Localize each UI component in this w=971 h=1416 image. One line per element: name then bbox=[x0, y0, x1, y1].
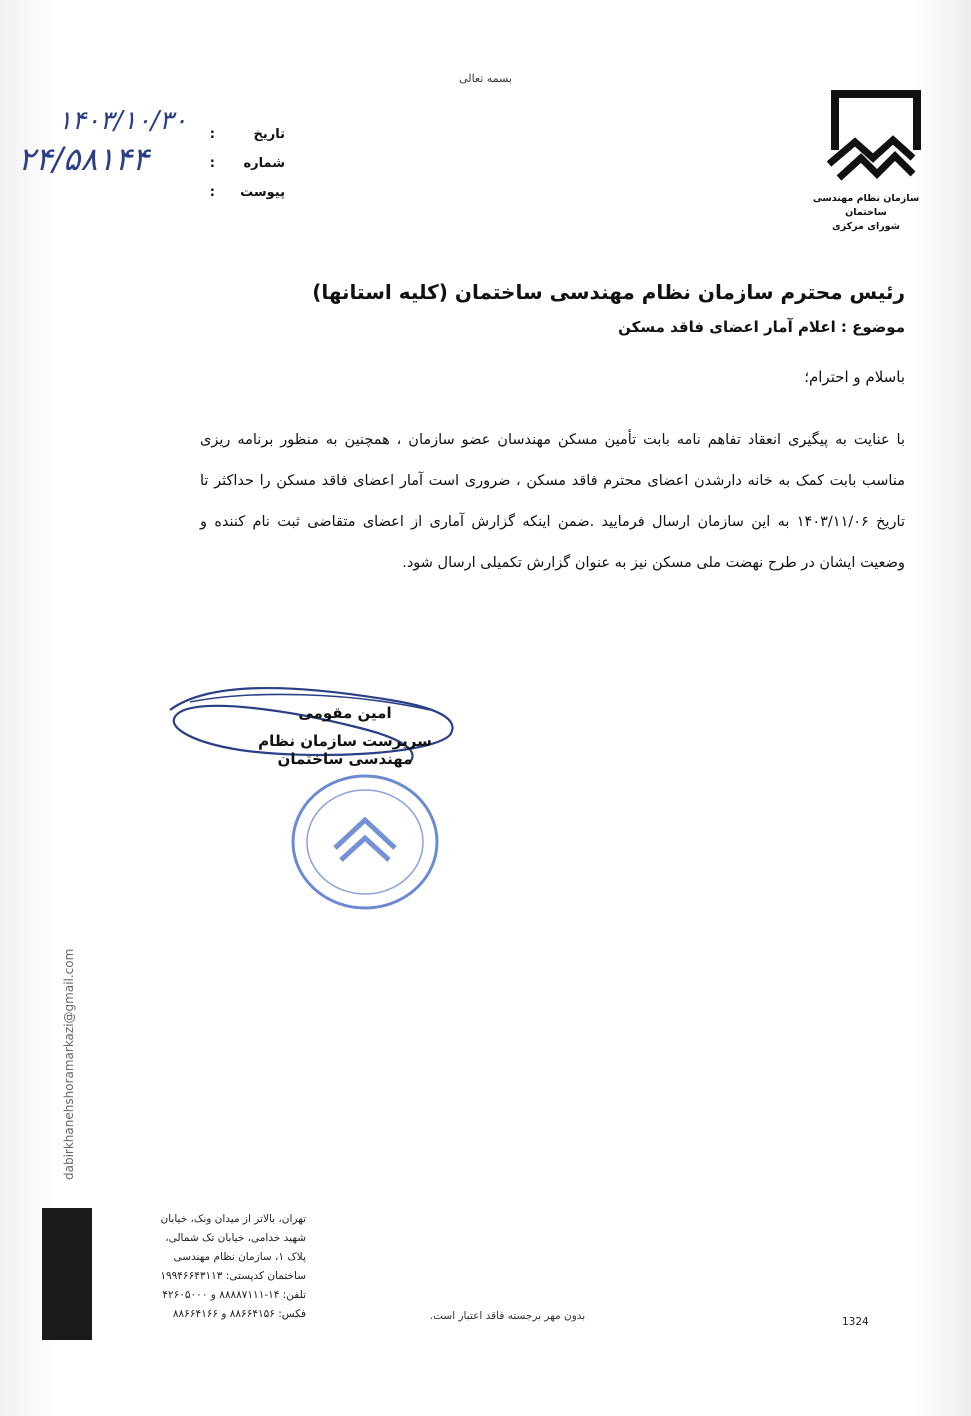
signer-name: امین مقومی bbox=[298, 704, 392, 722]
address-line: تهران، بالاتر از میدان ونک، خیابان bbox=[160, 1213, 306, 1225]
address-line: ساختمان کدپستی: ۱۹۹۴۶۶۴۳۱۱۳ bbox=[160, 1270, 306, 1282]
org-name-line2: شورای مرکزی bbox=[832, 221, 900, 232]
attachment-label: پیوست bbox=[240, 185, 285, 200]
stamp-validity-note: بدون مهر برجسته فاقد اعتبار است. bbox=[429, 1310, 586, 1322]
org-name-line1: سازمان نظام مهندسی ساختمان bbox=[812, 193, 920, 218]
footer-address bbox=[96, 1210, 306, 1324]
greeting: باسلام و احترام؛ bbox=[804, 368, 905, 386]
address-line: تلفن: ۱۴-۸۸۸۸۷۱۱۱ و ۴۲۶۰۵۰۰۰ bbox=[162, 1289, 306, 1301]
footer-black-bar bbox=[42, 1208, 92, 1340]
address-line: فکس: ۸۸۶۶۴۱۵۶ و ۸۸۶۶۴۱۶۶ bbox=[172, 1308, 306, 1320]
address-line: شهید خدامی، خیابان تک شمالی، bbox=[165, 1232, 306, 1244]
number-label: شماره bbox=[243, 156, 285, 171]
page-number: 1324 bbox=[842, 1316, 869, 1328]
handwritten-number: ۲۴/۵۸۱۴۴ bbox=[18, 140, 150, 178]
basmala: بسمه تعالی bbox=[459, 72, 512, 85]
signer-title: سرپرست سازمان نظام مهندسی ساختمان bbox=[258, 732, 432, 768]
org-logo bbox=[801, 88, 931, 232]
address-line: پلاک ۱، سازمان نظام مهندسی bbox=[173, 1251, 306, 1263]
addressee: رئیس محترم سازمان نظام مهندسی ساختمان (کلیه استانها) bbox=[312, 280, 905, 304]
letter-meta: تاریخ : شماره : پیوست : bbox=[209, 127, 285, 200]
org-stamp-icon bbox=[285, 770, 445, 915]
email-address: dabirkhanehshoramarkazi@gmail.com bbox=[62, 948, 76, 1180]
subject: موضوع : اعلام آمار اعضای فاقد مسکن bbox=[618, 318, 905, 336]
letter-body: با عنایت به پیگیری انعقاد تفاهم نامه بابت تأمین مسکن مهندسان عضو سازمان ، همچنین به منظور برنامه ریزی مناسب بابت کمک به خانه دارشدن اعضای محترم فاقد مسکن ، ضروری است آمار اعضای فاقد مسکن را حداکثر تا تاریخ ۱۴۰۳/۱۱/۰۶ به این سازمان ارسال فرمایید .ضمن اینکه گزارش آماری از اعضای متقاضی ثبت نام کننده و وضعیت ایشان در طرح نهضت ملی مسکن نیز به عنوان گزارش تکمیلی ارسال شود. bbox=[200, 432, 905, 571]
date-label: تاریخ bbox=[253, 127, 285, 142]
handwritten-date: ۱۴۰۳/۱۰/۳۰ bbox=[58, 106, 188, 136]
org-logo-icon bbox=[821, 88, 921, 188]
signer-block bbox=[230, 704, 460, 768]
